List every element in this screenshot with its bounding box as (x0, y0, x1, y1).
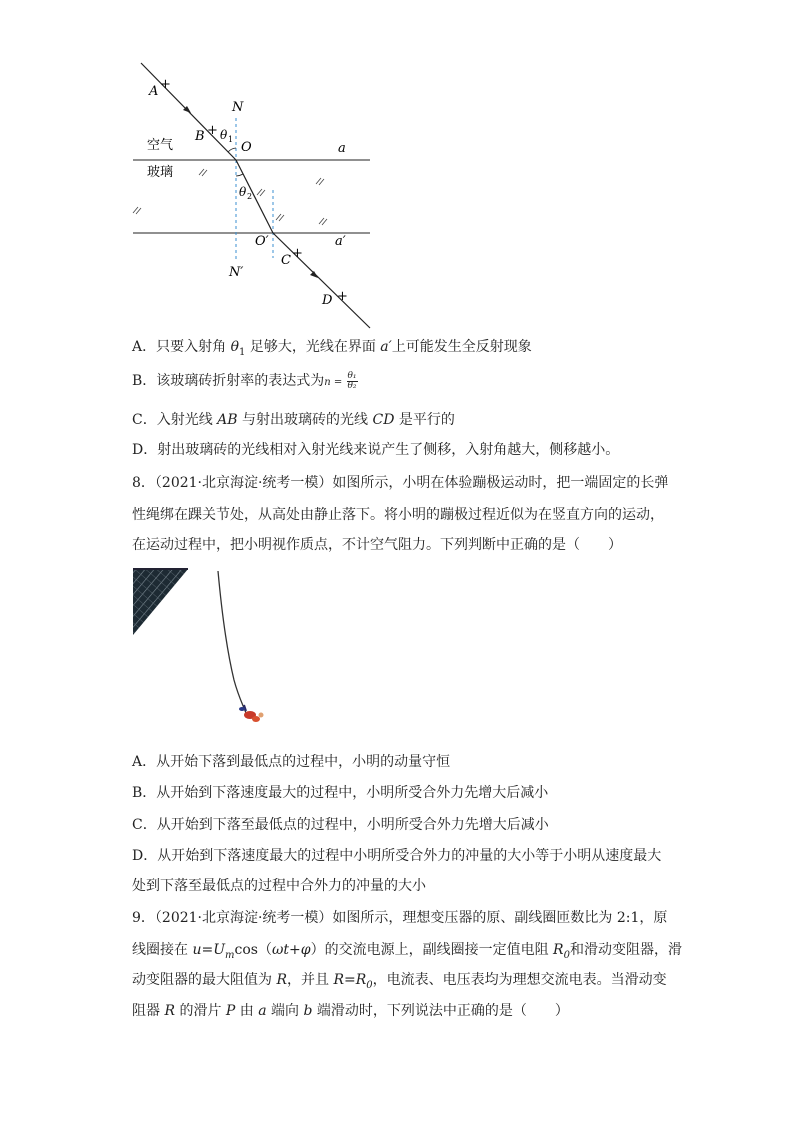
refraction-diagram (120, 55, 400, 335)
theta1-arc (228, 148, 236, 152)
plus-B: + (207, 123, 218, 138)
label-N: N (232, 100, 244, 115)
q7-option-c: C．入射光线 AB 与射出玻璃砖的光线 CD 是平行的 (132, 412, 455, 428)
q9-stem-line3: 动变阻器的最大阻值为 R，并且 $R=R_0$，电流表、电压表均为理想交流电表。当滑动变 (132, 972, 667, 991)
q8-stem-line1: 8．（2021·北京海淀·统考一模）如图所示，小明在体验蹦极运动时，把一端固定的长弹 (132, 475, 669, 491)
label-O: O (241, 140, 252, 155)
label-glass: 玻璃 (147, 165, 174, 180)
plus-D: + (337, 289, 348, 304)
label-theta1: θ (220, 128, 228, 142)
jumper-figure (239, 705, 264, 722)
plus-C: + (292, 246, 303, 261)
label-B: B (195, 129, 205, 144)
crane-structure (133, 569, 188, 635)
q8-stem-line3: 在运动过程中，把小明视作质点，不计空气阻力。下列判断中正确的是（ ） (132, 537, 622, 553)
label-A: A (149, 84, 159, 99)
q7-option-a: A．只要入射角 $\theta_1$ 足够大，光线在界面 a′上可能发生全反射现象 (132, 339, 532, 358)
q7-option-d: D．射出玻璃砖的光线相对入射光线来说产生了侧移，入射角越大，侧移越小。 (132, 442, 620, 458)
q9-stem-line1: 9．（2021·北京海淀·统考一模）如图所示，理想变压器的原、副线圈匝数比为 2:1，原 (132, 910, 668, 926)
refractive-index-fraction: $\frac{\text{θ₁}}{\text{θ₂}}$ (347, 370, 357, 391)
plus-A: + (160, 77, 171, 92)
label-D: D (322, 293, 333, 308)
label-a: a (338, 141, 346, 156)
q8-option-c: C．从开始到下落至最低点的过程中，小明所受合外力先增大后减小 (132, 817, 549, 833)
q8-option-d-line1: D．从开始到下落速度最大的过程中小明所受合外力的冲量的大小等于小明从速度最大 (132, 848, 662, 864)
emergent-ray (273, 233, 370, 328)
label-theta1-sub: 1 (228, 135, 234, 144)
emergent-arrow (310, 271, 318, 278)
q7-option-b: B．该玻璃砖折射率的表达式为n = $\frac{\text{θ₁}}{\text{θ₂}}$ (132, 370, 357, 391)
label-N-prime: N′ (229, 265, 244, 280)
bungee-photo (130, 565, 280, 730)
bungee-cord (218, 571, 246, 713)
label-theta2-sub: 2 (247, 192, 253, 201)
q8-option-a: A．从开始下落到最低点的过程中，小明的动量守恒 (132, 754, 451, 770)
theta2-arc (236, 174, 243, 176)
q9-stem-line4: 阻器 R 的滑片 P 由 a 端向 b 端滑动时，下列说法中正确的是（ ） (132, 1003, 569, 1019)
q8-option-b: B．从开始到下落速度最大的过程中，小明所受合外力先增大后减小 (132, 785, 549, 801)
label-theta2: θ (239, 185, 247, 199)
q8-option-d-line2: 处到下落至最低点的过程中合外力的冲量的大小 (132, 878, 426, 894)
label-air: 空气 (147, 138, 174, 153)
q8-stem-line2: 性绳绑在踝关节处，从高处由静止落下。将小明的蹦极过程近似为在竖直方向的运动， (132, 507, 664, 523)
label-O-prime: O′ (255, 234, 269, 249)
label-C: C (281, 253, 291, 268)
label-a-prime: a′ (335, 234, 346, 249)
q9-stem-line2: 线圈接在 $u=U_m\cos(\omega t+\varphi)$的交流电源上，副线圈接一定值电阻 $R_0$和滑动变阻器，滑 (132, 942, 682, 961)
